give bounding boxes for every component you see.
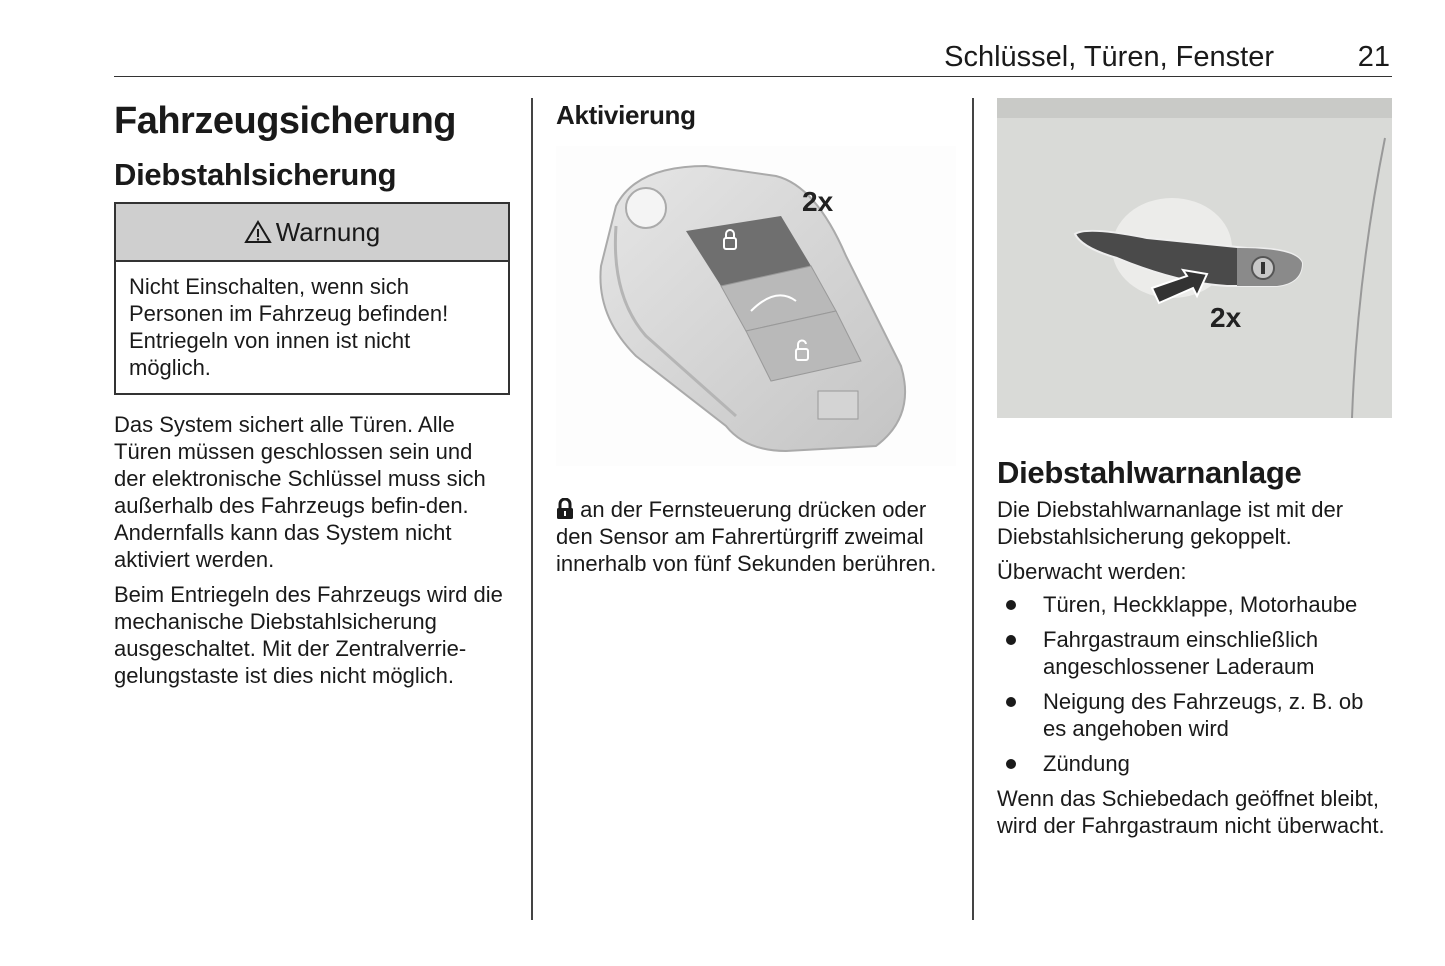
lock-icon [556,498,574,520]
bullet-icon [1006,759,1016,769]
paragraph: Beim Entriegeln des Fahrzeugs wird die mechanische Diebstahlsicherung ausgeschaltet. Mit der Zentralverrie-gelungstaste ist dies nicht möglich. [114,582,503,688]
subsection-title: Diebstahlwarnanlage [997,455,1302,490]
door-handle-icon [997,98,1392,418]
list-item: Fahrgastraum einschließlich angeschlossener Laderaum [997,626,1392,680]
subheading-aktivierung: Aktivierung [556,100,696,130]
activation-instruction [556,496,956,577]
subsection-title: Diebstahlsicherung [114,157,397,192]
paragraph: Die Diebstahlwarnanlage ist mit der Diebstahlsicherung gekoppelt. [997,497,1344,549]
list-item: Türen, Heckklappe, Motorhaube [997,591,1392,618]
paragraph: Wenn das Schiebedach geöffnet bleibt, wird der Fahrgastraum nicht überwacht. [997,786,1385,838]
column-divider [531,98,533,920]
warning-text: Nicht Einschalten, wenn sich Personen im Fahrzeug befinden! Entriegeln von innen ist nicht möglich. [129,274,449,380]
key-fob-illustration [556,146,956,466]
bullet-icon [1006,697,1016,707]
chapter-title: Schlüssel, Türen, Fenster [944,41,1274,73]
section-title: Fahrzeugsicherung [114,100,456,142]
warning-header [116,204,508,262]
warning-box [114,202,510,395]
warning-triangle-icon [244,220,272,244]
list-intro: Überwacht werden: [997,559,1187,584]
press-twice-label: 2x [802,186,834,217]
bullet-icon [1006,635,1016,645]
page-number: 21 [1357,41,1390,73]
key-fob-icon [556,146,956,466]
list-item: Neigung des Fahrzeugs, z. B. ob es angehoben wird [997,688,1392,742]
column-left [114,98,510,689]
door-handle-illustration [997,98,1392,418]
list-item: Zündung [997,750,1392,777]
bullet-icon [1006,600,1016,610]
page-header [114,38,1392,77]
activation-instruction-text: an der Fernsteuerung drücken oder den Sensor am Fahrertürgriff zweimal innerhalb von fünf Sekunden berühren. [556,497,937,576]
monitored-items-list [997,591,1392,777]
paragraph: Das System sichert alle Türen. Alle Türen müssen geschlossen sein und der elektronische Schlüssel muss sich außerhalb des Fahrzeugs befin-den. Andernfalls kann das System nicht aktiviert werden. [114,412,486,572]
column-middle [556,98,956,577]
warning-heading: Warnung [275,216,381,247]
column-divider [972,98,974,920]
touch-twice-label: 2x [1210,302,1242,333]
column-right [997,98,1392,839]
